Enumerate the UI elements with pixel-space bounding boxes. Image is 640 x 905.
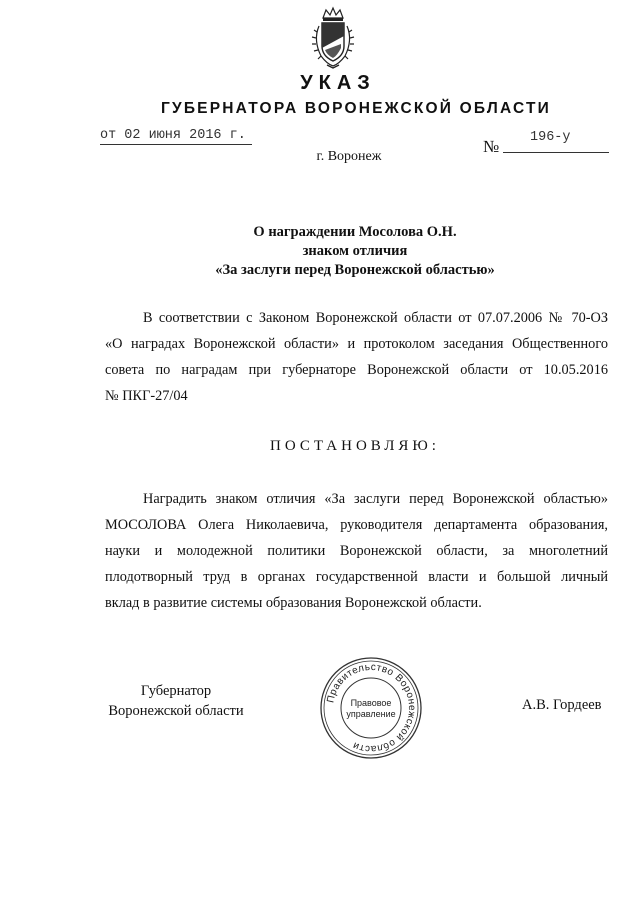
svg-text:Правительство Воронежской обла — [325, 662, 417, 754]
signatory-position — [100, 681, 252, 721]
paragraph-line: В соответствии с Законом Воронежской области от 07.07.2006 № 70-ОЗ — [143, 310, 608, 326]
decree-date-text: от 02 июня 2016 г. — [100, 128, 246, 143]
decree-number-label: № — [483, 137, 500, 156]
paragraph-line: вклад в развитие системы образования Воронежской области. — [105, 595, 482, 611]
document-subtitle: ГУБЕРНАТОРА ВОРОНЕЖСКОЙ ОБЛАСТИ — [161, 100, 551, 117]
decree-heading — [0, 223, 640, 280]
paragraph-line: совета по наградам при губернаторе Воронежской области от 10.05.2016 — [105, 362, 608, 378]
stamp-inner-line: управление — [346, 709, 396, 719]
decree-number: 196-у — [530, 130, 571, 145]
paragraph-line: № ПКГ-27/04 — [105, 388, 188, 404]
voronezh-coat-of-arms-icon — [307, 6, 359, 70]
document-title: УКАЗ — [300, 72, 376, 94]
paragraph-line: «О наградах Воронежской области» и протоколом заседания Общественного — [105, 336, 608, 352]
official-stamp — [318, 655, 424, 761]
preamble-paragraph — [105, 305, 608, 409]
heading-line: знаком отличия — [302, 243, 408, 259]
position-line: Губернатор — [140, 683, 212, 699]
position-line: Воронежской области — [108, 703, 244, 719]
paragraph-line: науки и молодежной политики Воронежской области, за многолетний — [105, 543, 608, 559]
signatory-name: А.В. Гордеев — [522, 697, 602, 713]
heading-line: «За заслуги перед Воронежской областью» — [215, 262, 495, 278]
heading-line: О награждении Мосолова О.Н. — [253, 224, 457, 240]
city: г. Воронеж — [316, 149, 382, 164]
paragraph-line: плодотворный труд в органах государственной власти и большой личный — [105, 569, 608, 585]
decree-date — [100, 128, 246, 143]
paragraph-line: МОСОЛОВА Олега Николаевича, руководителя департамента образования, — [105, 517, 608, 533]
stamp-inner-line: Правовое — [350, 698, 392, 708]
resolution-paragraph — [105, 486, 608, 616]
stamp-outer-text: Правительство Воронежской области — [325, 661, 418, 755]
date-underline — [100, 144, 252, 145]
decree-word: ПОСТАНОВЛЯЮ: — [270, 438, 440, 454]
paragraph-line: Наградить знаком отличия «За заслуги перед Воронежской областью» — [143, 491, 608, 507]
